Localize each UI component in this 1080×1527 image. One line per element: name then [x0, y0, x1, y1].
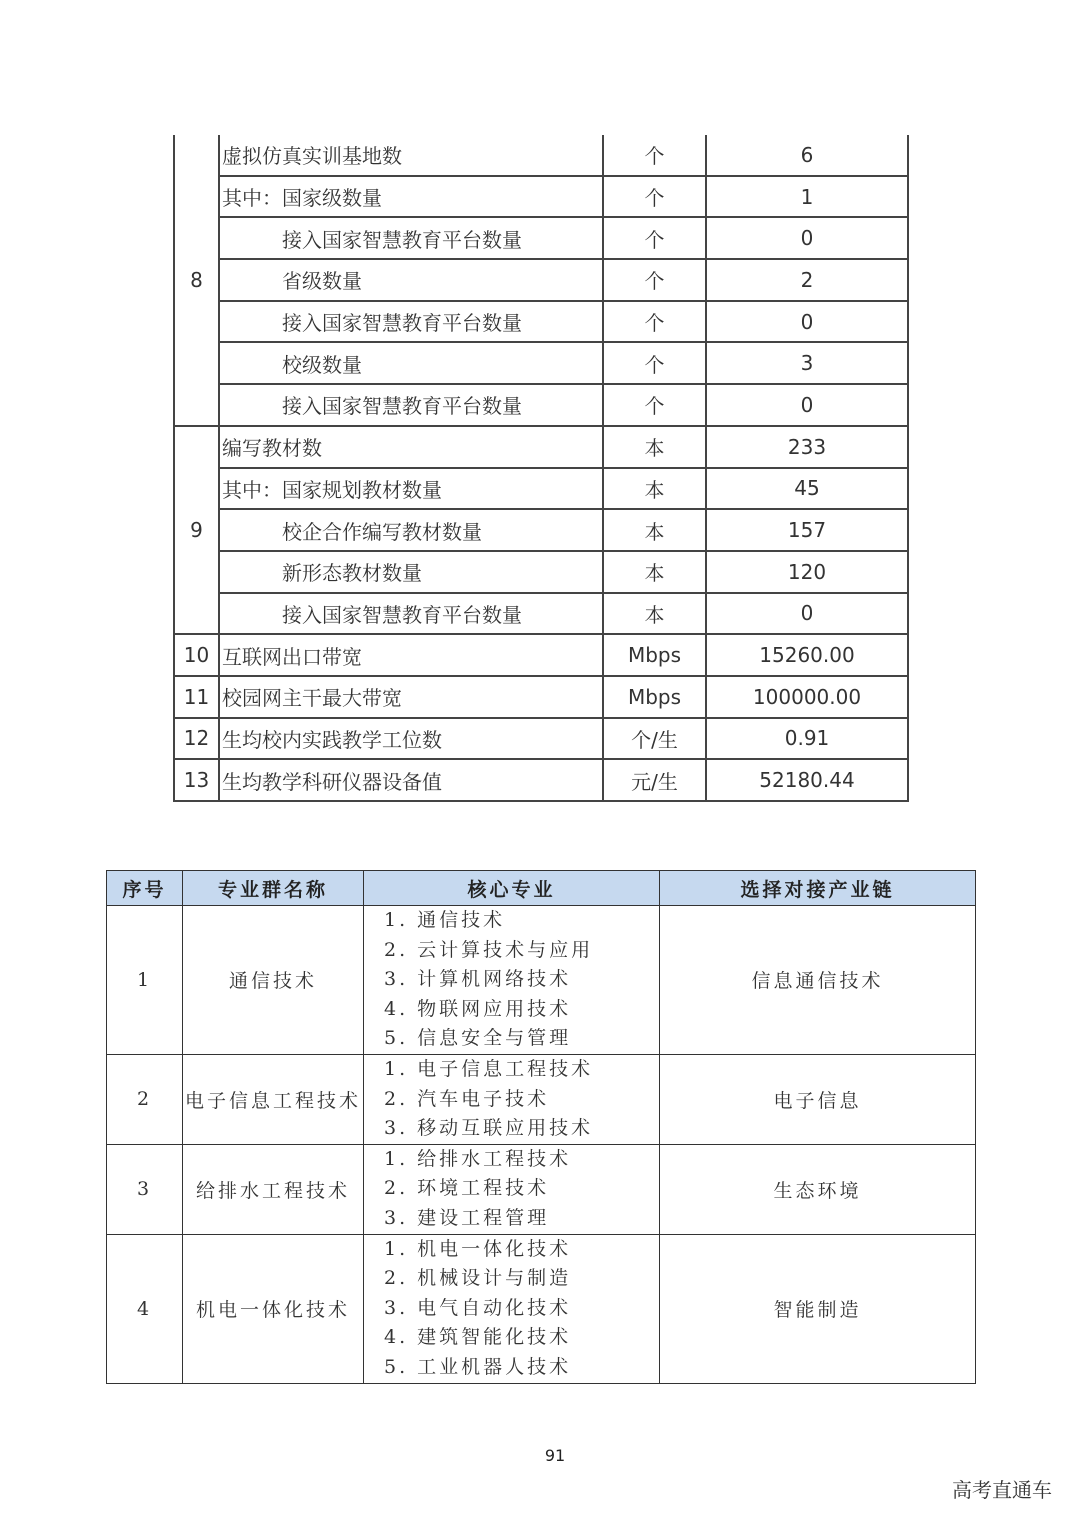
table-row [174, 676, 908, 718]
major-item: 2. 机械设计与制造 [384, 1267, 572, 1290]
major-item: 1. 电子信息工程技术 [384, 1057, 594, 1080]
value: 0 [706, 384, 908, 426]
value: 0 [706, 217, 908, 259]
unit: 本 [603, 426, 706, 468]
unit: 个 [603, 217, 706, 259]
value: 2 [706, 259, 908, 301]
column-header: 专业群名称 [183, 871, 364, 906]
industry-chain: 智能制造 [660, 1234, 976, 1383]
major-item: 3. 电气自动化技术 [384, 1296, 572, 1319]
row-number: 9 [174, 426, 219, 634]
item-name: 其中：国家级数量 [219, 176, 603, 218]
value: 3 [706, 342, 908, 384]
unit: 个 [603, 301, 706, 343]
group-name: 给排水工程技术 [183, 1144, 364, 1234]
item-name: 接入国家智慧教育平台数量 [219, 217, 603, 259]
table-row [174, 468, 908, 510]
major-item: 5. 工业机器人技术 [384, 1355, 572, 1378]
table-row [174, 593, 908, 635]
value: 0 [706, 301, 908, 343]
unit: 本 [603, 551, 706, 593]
table-row [107, 1234, 976, 1383]
item-name: 校企合作编写教材数量 [219, 509, 603, 551]
group-name: 通信技术 [183, 906, 364, 1055]
table-row [174, 342, 908, 384]
table-row [174, 634, 908, 676]
unit: Mbps [603, 634, 706, 676]
major-item: 5. 信息安全与管理 [384, 1027, 572, 1050]
item-name: 校级数量 [219, 342, 603, 384]
value: 45 [706, 468, 908, 510]
page-number: 91 [544, 1446, 566, 1465]
row-number: 3 [107, 1144, 183, 1234]
item-name: 新形态教材数量 [219, 551, 603, 593]
table-row [174, 217, 908, 259]
value: 0.91 [706, 718, 908, 760]
unit: 元/生 [603, 759, 706, 801]
item-name: 虚拟仿真实训基地数 [219, 135, 603, 176]
unit: 本 [603, 509, 706, 551]
row-number: 10 [174, 634, 219, 676]
unit: 个 [603, 135, 706, 176]
unit: 本 [603, 593, 706, 635]
item-name: 生均校内实践教学工位数 [219, 718, 603, 760]
group-name: 电子信息工程技术 [183, 1054, 364, 1144]
value: 100000.00 [706, 676, 908, 718]
table-row [174, 301, 908, 343]
table-header-row [107, 871, 976, 906]
watermark: 高考直通车 [952, 1478, 1052, 1502]
major-item: 1. 通信技术 [384, 909, 506, 931]
table-row [174, 259, 908, 301]
table-row [107, 906, 976, 1055]
major-item: 3. 建设工程管理 [384, 1206, 550, 1229]
table-row [174, 718, 908, 760]
major-item: 2. 环境工程技术 [384, 1177, 550, 1200]
table-row [174, 426, 908, 468]
row-number: 13 [174, 759, 219, 801]
value: 1 [706, 176, 908, 218]
value: 120 [706, 551, 908, 593]
row-number: 8 [174, 135, 219, 426]
major-groups-table [106, 870, 976, 1384]
unit: 本 [603, 468, 706, 510]
item-name: 生均教学科研仪器设备值 [219, 759, 603, 801]
item-name: 编写教材数 [219, 426, 603, 468]
major-item: 4. 建筑智能化技术 [384, 1326, 572, 1349]
unit: 个/生 [603, 718, 706, 760]
core-majors [364, 906, 660, 1055]
major-item: 4. 物联网应用技术 [384, 997, 572, 1020]
major-item: 1. 机电一体化技术 [384, 1237, 572, 1260]
row-number: 2 [107, 1054, 183, 1144]
unit: Mbps [603, 676, 706, 718]
core-majors [364, 1234, 660, 1383]
table-row [174, 384, 908, 426]
industry-chain: 电子信息 [660, 1054, 976, 1144]
item-name: 接入国家智慧教育平台数量 [219, 384, 603, 426]
table-row [174, 759, 908, 801]
item-name: 互联网出口带宽 [219, 634, 603, 676]
unit: 个 [603, 342, 706, 384]
core-majors [364, 1054, 660, 1144]
major-item: 3. 移动互联应用技术 [384, 1117, 594, 1140]
unit: 个 [603, 259, 706, 301]
table-row [174, 176, 908, 218]
table-row [174, 509, 908, 551]
group-name: 机电一体化技术 [183, 1234, 364, 1383]
table-row [107, 1054, 976, 1144]
item-name: 接入国家智慧教育平台数量 [219, 301, 603, 343]
major-item: 3. 计算机网络技术 [384, 968, 572, 991]
value: 157 [706, 509, 908, 551]
unit: 个 [603, 384, 706, 426]
item-name: 校园网主干最大带宽 [219, 676, 603, 718]
row-number: 12 [174, 718, 219, 760]
table-row [107, 1144, 976, 1234]
table-row [174, 135, 908, 176]
facilities-table [173, 135, 909, 802]
industry-chain: 生态环境 [660, 1144, 976, 1234]
row-number: 1 [107, 906, 183, 1055]
column-header: 序号 [107, 871, 183, 906]
value: 15260.00 [706, 634, 908, 676]
table-row [174, 551, 908, 593]
value: 6 [706, 135, 908, 176]
major-item: 2. 汽车电子技术 [384, 1087, 550, 1110]
value: 0 [706, 593, 908, 635]
industry-chain: 信息通信技术 [660, 906, 976, 1055]
value: 52180.44 [706, 759, 908, 801]
major-item: 1. 给排水工程技术 [384, 1147, 572, 1170]
column-header: 选择对接产业链 [660, 871, 976, 906]
row-number: 11 [174, 676, 219, 718]
row-number: 4 [107, 1234, 183, 1383]
item-name: 省级数量 [219, 259, 603, 301]
item-name: 接入国家智慧教育平台数量 [219, 593, 603, 635]
unit: 个 [603, 176, 706, 218]
item-name: 其中：国家规划教材数量 [219, 468, 603, 510]
major-item: 2. 云计算技术与应用 [384, 938, 594, 961]
value: 233 [706, 426, 908, 468]
column-header: 核心专业 [364, 871, 660, 906]
core-majors [364, 1144, 660, 1234]
